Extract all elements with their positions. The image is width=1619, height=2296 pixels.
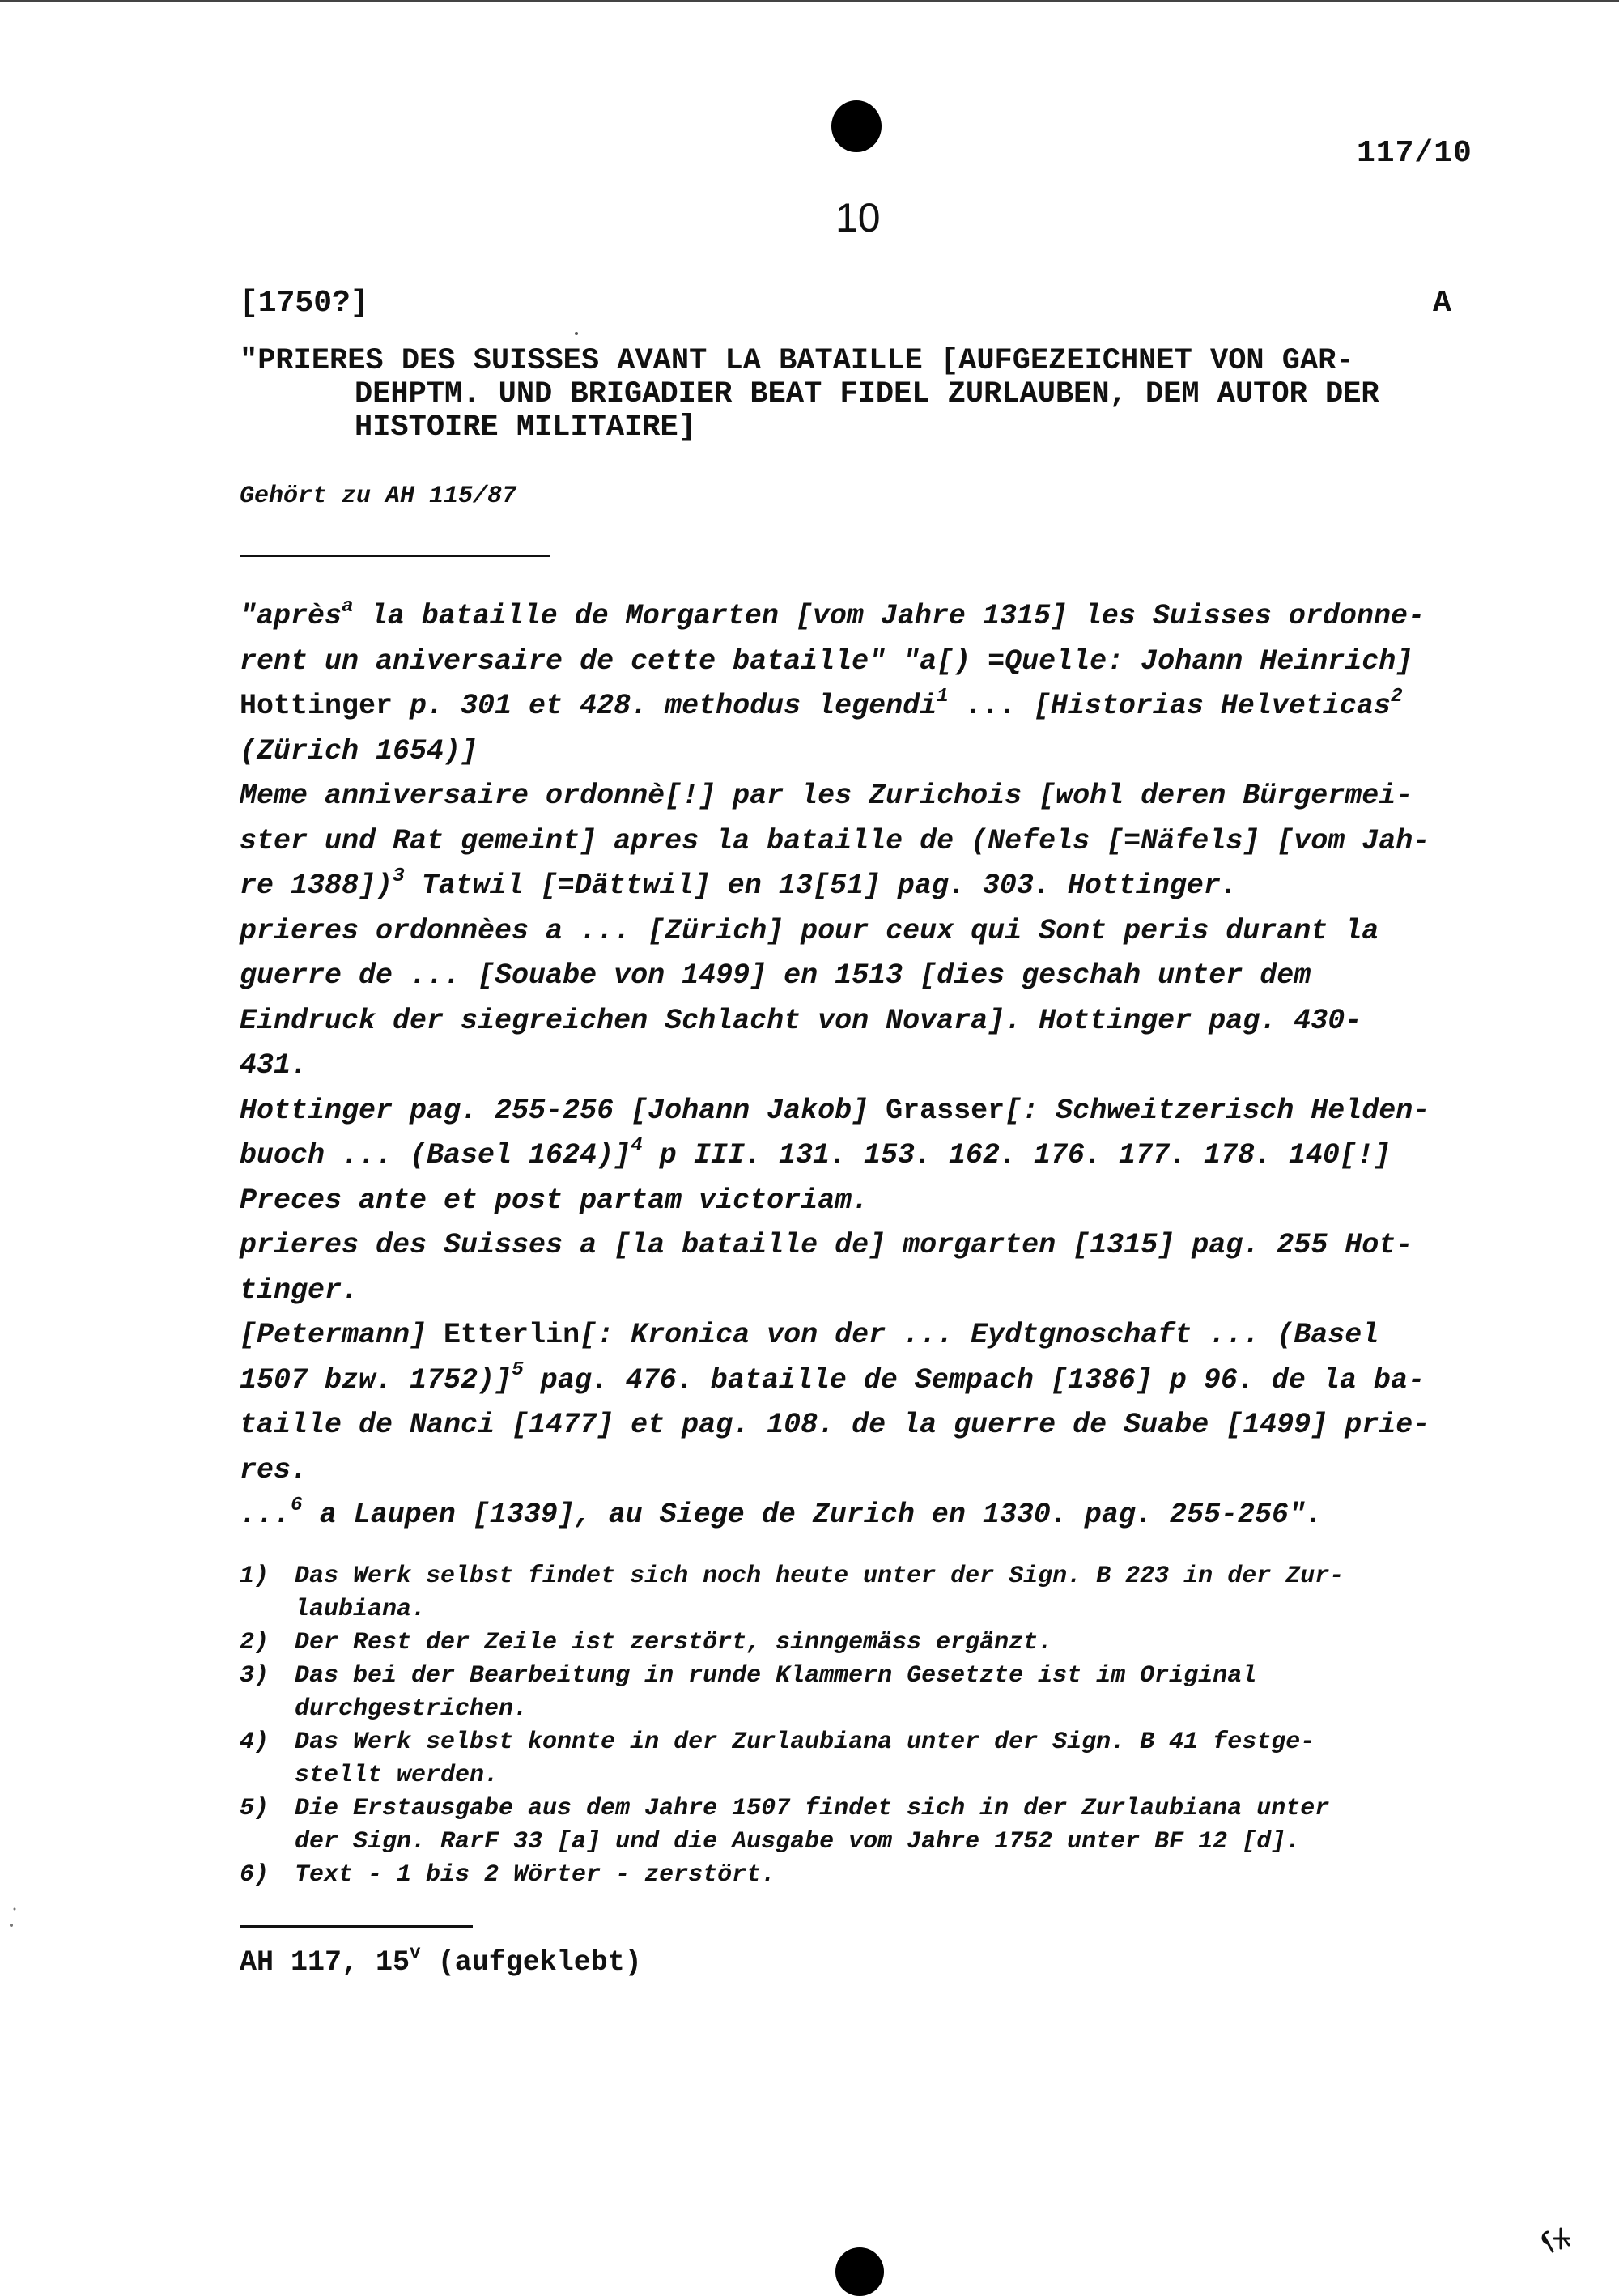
footnote-marker: a — [342, 595, 354, 618]
footnote — [240, 1792, 1494, 1859]
body-text: buoch ... (Basel 1624)] — [240, 1139, 631, 1171]
top-edge-line — [0, 0, 1619, 2]
body-line: 431. — [240, 1049, 308, 1082]
punch-hole-bottom — [835, 2247, 884, 2296]
footnote-text — [295, 1859, 776, 1892]
footnote-line: Die Erstausgabe aus dem Jahre 1507 findet sich in der Zurlaubiana unter — [295, 1795, 1330, 1822]
footnote-marker: 3 — [393, 865, 405, 887]
footnote-marker: 4 — [631, 1134, 643, 1157]
body-line: Eindruck der siegreichen Schlacht von Novara]. Hottinger pag. 430- — [240, 1004, 1362, 1037]
footnote-line: durchgestrichen. — [295, 1695, 529, 1723]
footnotes — [240, 1560, 1494, 1892]
footnote-number: 4) — [240, 1728, 270, 1756]
body-text: 1507 bzw. 1752)] — [240, 1363, 512, 1397]
footnote-line: Das Werk selbst konnte in der Zurlaubiana unter der Sign. B 41 festge- — [295, 1728, 1315, 1756]
footnote-text — [295, 1626, 1052, 1660]
footnote-number: 5) — [240, 1795, 270, 1822]
body-line: Preces ante et post partam victoriam. — [240, 1184, 869, 1217]
separator-rule — [240, 555, 550, 557]
body-line: Meme anniversaire ordonnè[!] par les Zurichois [wohl deren Bürgermei- — [240, 780, 1413, 812]
body-line — [240, 594, 1486, 640]
title-line: "PRIERES DES SUISSES AVANT LA BATAILLE [AUFGEZEICHNET VON GAR- — [240, 344, 1354, 378]
footnote-text — [295, 1660, 1256, 1726]
body-line: res. — [240, 1453, 308, 1486]
body-line: prieres des Suisses a [la bataille de] morgarten [1315] pag. 255 Hot- — [240, 1229, 1413, 1261]
footnote-number: 2) — [240, 1629, 270, 1656]
footnote — [240, 1660, 1494, 1726]
footnote-line: stellt werden. — [295, 1762, 499, 1789]
source-reference — [240, 1942, 642, 1979]
body-text: ... [Historias Helveticas — [948, 690, 1391, 722]
footnote-marker: 1 — [937, 685, 949, 708]
page-number: 10 — [835, 195, 881, 240]
source-text: AH 117, 15 — [240, 1946, 410, 1979]
transcription-body — [240, 594, 1486, 1538]
footnote-number: 1) — [240, 1563, 270, 1590]
footnote-number: 6) — [240, 1861, 270, 1889]
body-line — [240, 1133, 1486, 1179]
footnote-line: Text - 1 bis 2 Wörter - zerstört. — [295, 1861, 776, 1889]
body-line: ster und Rat gemeint] apres la bataille de (Nefels [=Näfels] [vom Jah- — [240, 824, 1430, 857]
body-text: [: Kronica von der ... Eydtgnoschaft ... (Basel — [580, 1319, 1379, 1351]
body-text: p III. 131. 153. 162. 176. 177. 178. 140[!] — [642, 1139, 1391, 1171]
footnote-marker: 2 — [1390, 685, 1403, 708]
body-text: Hottinger pag. 255-256 [Johann Jakob] — [240, 1094, 886, 1127]
body-text: "après — [240, 600, 342, 632]
body-line — [240, 1358, 1486, 1404]
body-line: prieres ordonnèes a ... [Zürich] pour ceux qui Sont peris durant la — [240, 914, 1379, 947]
sheet-number: 117/10 — [1357, 136, 1472, 171]
footnote — [240, 1626, 1494, 1660]
body-text: la bataille de Morgarten [vom Jahre 1315] les Suisses ordonne- — [353, 600, 1425, 632]
belongs-to-reference: Gehört zu AH 115/87 — [240, 483, 517, 510]
body-text: [Petermann] — [240, 1319, 444, 1351]
footnote-number: 3) — [240, 1662, 270, 1690]
author-name: Grasser — [886, 1094, 1005, 1127]
verso-marker: v — [410, 1942, 421, 1964]
footnote — [240, 1859, 1494, 1892]
body-text: p. 301 et 428. methodus legendi — [393, 690, 937, 722]
body-line: tinger. — [240, 1273, 359, 1307]
footnote-line: laubiana. — [295, 1596, 427, 1623]
separator-rule — [240, 1925, 473, 1928]
body-line — [240, 684, 1486, 729]
body-line — [240, 1089, 1486, 1134]
body-line: rent un aniversaire de cette bataille" "a[) =Quelle: Johann Heinrich] — [240, 644, 1413, 678]
body-text: Tatwil [=Dättwil] en 13[51] pag. 303. Hottinger. — [404, 870, 1238, 902]
document-date: [1750?] — [240, 286, 369, 321]
body-line: guerre de ... [Souabe von 1499] en 1513 [dies geschah unter dem — [240, 959, 1311, 992]
title-line: DEHPTM. UND BRIGADIER BEAT FIDEL ZURLAUBEN, DEM AUTOR DER — [355, 377, 1379, 411]
body-line: (Zürich 1654)] — [240, 734, 478, 767]
footnote-text — [295, 1792, 1329, 1859]
body-line — [240, 864, 1486, 909]
author-name: Etterlin — [444, 1319, 580, 1351]
handwritten-mark-icon — [1536, 2222, 1585, 2255]
punch-hole-top — [831, 100, 882, 152]
footnote-line: Das bei der Bearbeitung in runde Klammern Gesetzte ist im Original — [295, 1662, 1257, 1690]
footnote-text — [295, 1726, 1315, 1792]
document-sigle: A — [1433, 286, 1451, 321]
footnote-text — [295, 1560, 1344, 1626]
body-text: a Laupen [1339], au Siege de Zurich en 1330. pag. 255-256". — [302, 1499, 1323, 1531]
footnote — [240, 1560, 1494, 1626]
footnote-line: Der Rest der Zeile ist zerstört, sinngemäss ergänzt. — [295, 1629, 1053, 1656]
author-name: Hottinger — [240, 690, 393, 722]
footnote-line: Das Werk selbst findet sich noch heute unter der Sign. B 223 in der Zur- — [295, 1563, 1345, 1590]
footnote — [240, 1726, 1494, 1792]
body-text: re 1388]) — [240, 870, 393, 902]
source-text: (aufgeklebt) — [420, 1946, 642, 1979]
title-line: HISTOIRE MILITAIRE] — [355, 410, 696, 444]
footnote-marker: 5 — [512, 1359, 524, 1382]
document-title — [240, 345, 1478, 444]
body-line — [240, 1313, 1486, 1358]
body-text: ... — [240, 1499, 291, 1531]
body-text: [: Schweitzerisch Helden- — [1005, 1094, 1430, 1127]
body-line: taille de Nanci [1477] et pag. 108. de la guerre de Suabe [1499] prie- — [240, 1409, 1430, 1441]
footnote-marker: 6 — [291, 1494, 303, 1516]
body-line — [240, 1493, 1486, 1538]
footnote-line: der Sign. RarF 33 [a] und die Ausgabe vom Jahre 1752 unter BF 12 [d]. — [295, 1828, 1301, 1856]
body-text: pag. 476. bataille de Sempach [1386] p 96. de la ba- — [523, 1363, 1425, 1397]
